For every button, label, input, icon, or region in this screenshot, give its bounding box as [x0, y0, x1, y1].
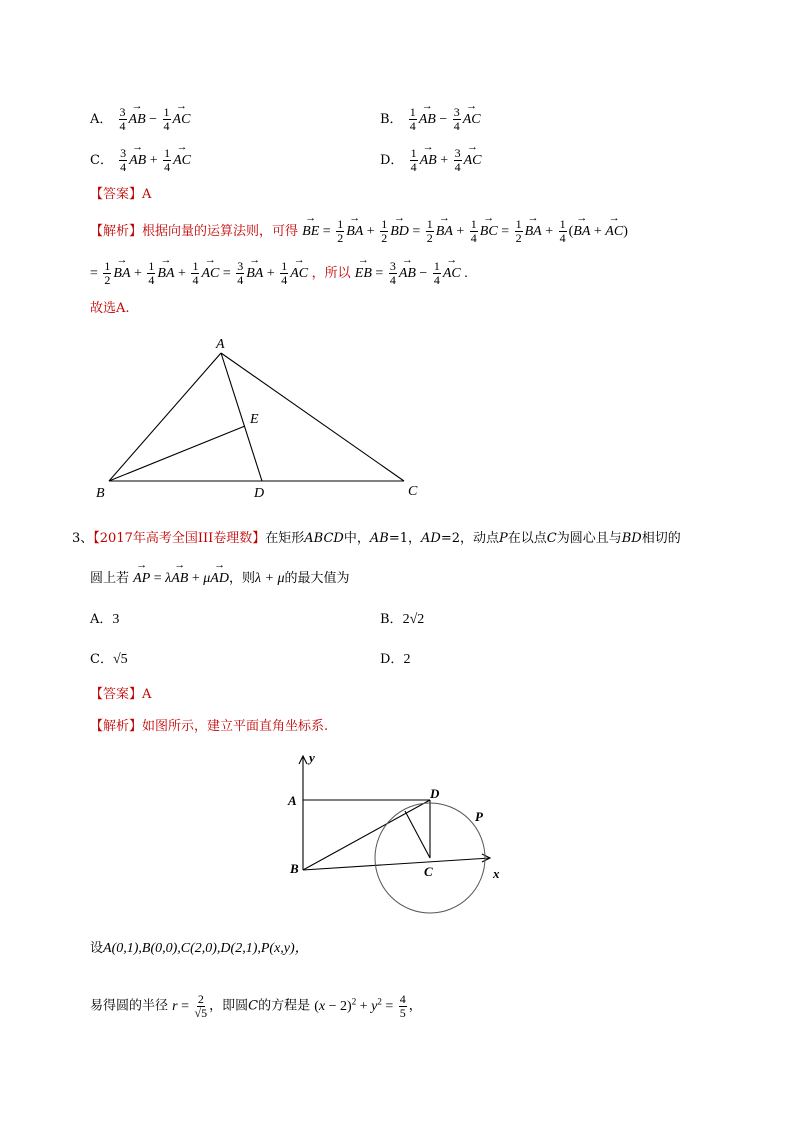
triangle-figure: [90, 330, 430, 505]
q3-option-b: [380, 611, 424, 629]
q2-option-c: [90, 145, 191, 174]
q2-conclusion: 故选A.: [90, 301, 130, 316]
circle-eq: $(x - 2)^2 + y^2$ = $\frac{4}{5}$: [314, 991, 406, 1020]
option-a-expr: $\frac{3}{4}$ → AB − $\frac{1}{4}$ → AC: [117, 112, 191, 127]
stem-c: C: [546, 531, 557, 546]
stem-rect: ABCD: [304, 531, 344, 546]
stem-line2-b: ，则: [228, 571, 255, 586]
stem-part2: 中，: [343, 531, 370, 546]
q2-option-d: [380, 145, 481, 174]
analysis-label: 【解析】: [90, 224, 143, 239]
option-c-expr: $\frac{3}{4}$ → AB + $\frac{1}{4}$ → AC: [117, 153, 191, 168]
analysis-so: ，所以: [311, 266, 351, 281]
answer-label: 【答案】: [90, 187, 143, 202]
q3-option-d-label: D．: [380, 652, 404, 667]
q3-analysis-label: 【解析】: [90, 719, 143, 734]
q3-option-c: [90, 651, 128, 669]
label-y: y: [309, 750, 315, 765]
q3-option-c-label: C．: [90, 652, 113, 667]
stem-ad: AD: [421, 531, 441, 546]
analysis-intro: 根据向量的运算法则，可得: [142, 224, 299, 239]
circle-c: C: [248, 998, 259, 1014]
stem-ad-val: =2，动点: [440, 531, 499, 546]
stem-part4: 为圆心且与: [556, 531, 622, 546]
answer-value: A: [142, 187, 152, 202]
label-p: P: [475, 809, 483, 824]
stem-part1: 在矩形: [265, 531, 305, 546]
end-comma: ，: [408, 998, 422, 1014]
q3-answer: [90, 686, 151, 704]
stem-line2-c: 的最大值为: [284, 571, 350, 586]
label-a: A: [288, 793, 297, 808]
q2-option-a: [90, 104, 190, 133]
label-b: B: [96, 486, 105, 501]
q3-option-a-label: A．: [90, 612, 113, 627]
radius-eq: r = $\frac{2}{√5}$: [172, 991, 208, 1020]
stem-part3: 在以点: [507, 531, 547, 546]
stem-line2-a: 圆上若: [90, 571, 130, 586]
label-d: D: [430, 786, 440, 801]
option-b-expr: $\frac{1}{4}$ → AB − $\frac{3}{4}$ → AC: [407, 112, 481, 127]
q3-option-b-value: 2√2: [402, 612, 425, 627]
label-x: x: [493, 866, 500, 881]
q2-option-b: [380, 104, 481, 133]
q3-option-b-label: B．: [380, 612, 403, 627]
q3-stem-line2: [90, 563, 350, 588]
stem-part5: 相切的: [641, 531, 681, 546]
q3-stem-line1: [72, 530, 681, 548]
q3-option-d: [380, 651, 410, 669]
q2-analysis-line2: [90, 258, 468, 287]
q3-option-c-value: √5: [112, 652, 128, 667]
label-c: C: [424, 864, 433, 879]
label-d: D: [254, 486, 265, 501]
q3-answer-value: A: [142, 687, 152, 702]
q3-analysis-text: 如图所示，建立平面直角坐标系.: [142, 719, 329, 734]
radius-text: 易得圆的半径: [90, 998, 169, 1014]
circle-text: ，即圆: [209, 998, 249, 1014]
label-a: A: [216, 337, 225, 352]
stem-p: P: [498, 531, 508, 546]
stem-ab: AB: [369, 531, 389, 546]
coordinate-figure: [280, 748, 510, 923]
label-b: B: [290, 861, 299, 876]
analysis-eq2: = $\frac{1}{2}$ → BA + $\frac{1}{4}$ → BA + $\frac{1}{4}$ → AC = $\frac{3}{4}$ → BA + $\frac{1}{4}$ → AC: [90, 266, 312, 281]
coords-label: 设: [90, 941, 104, 956]
option-d-label: D．: [380, 153, 404, 168]
q3-number: 3、: [72, 531, 94, 546]
circle-eq-text: 的方程是: [258, 998, 311, 1014]
stem-lambda-mu: λ + μ: [254, 571, 285, 586]
stem-ab-val: =1，: [388, 531, 421, 546]
q2-analysis-line1: [90, 216, 628, 245]
coords-value: A(0,1),B(0,0),C(2,0),D(2,1),P(x,y)，: [103, 941, 309, 956]
option-b-label: B．: [380, 112, 403, 127]
stem-bd: BD: [621, 531, 642, 546]
q3-source: 【2017年高考全国III卷理数】: [93, 531, 266, 546]
q2-answer: [90, 186, 151, 204]
option-c-label: C．: [90, 153, 113, 168]
option-d-expr: $\frac{1}{4}$ → AB + $\frac{3}{4}$ → AC: [408, 153, 482, 168]
q3-option-d-value: 2: [403, 652, 411, 667]
label-e: E: [250, 412, 259, 427]
analysis-eq1: → BE = $\frac{1}{2}$ → BA + $\frac{1}{2}$ → BD = $\frac{1}{2}$ → BA + $\frac{1}{4}$ → BC = $\frac{1}{2}$ → BA + $\frac{1}{4}$ (→ BA + → AC): [302, 224, 628, 239]
q3-option-a-value: 3: [112, 612, 120, 627]
stem-vector-eq: → AP = λ→ AB + μ→ AD: [133, 571, 229, 586]
q3-radius-line: [90, 992, 422, 1020]
q3-answer-label: 【答案】: [90, 687, 143, 702]
q3-option-a: [90, 611, 119, 629]
q3-coords: [90, 940, 309, 958]
option-a-label: A．: [90, 112, 113, 127]
q3-analysis: [90, 718, 328, 736]
analysis-eq3: → EB = $\frac{3}{4}$ → AB − $\frac{1}{4}$ → AC .: [355, 266, 468, 281]
label-c: C: [408, 484, 418, 499]
